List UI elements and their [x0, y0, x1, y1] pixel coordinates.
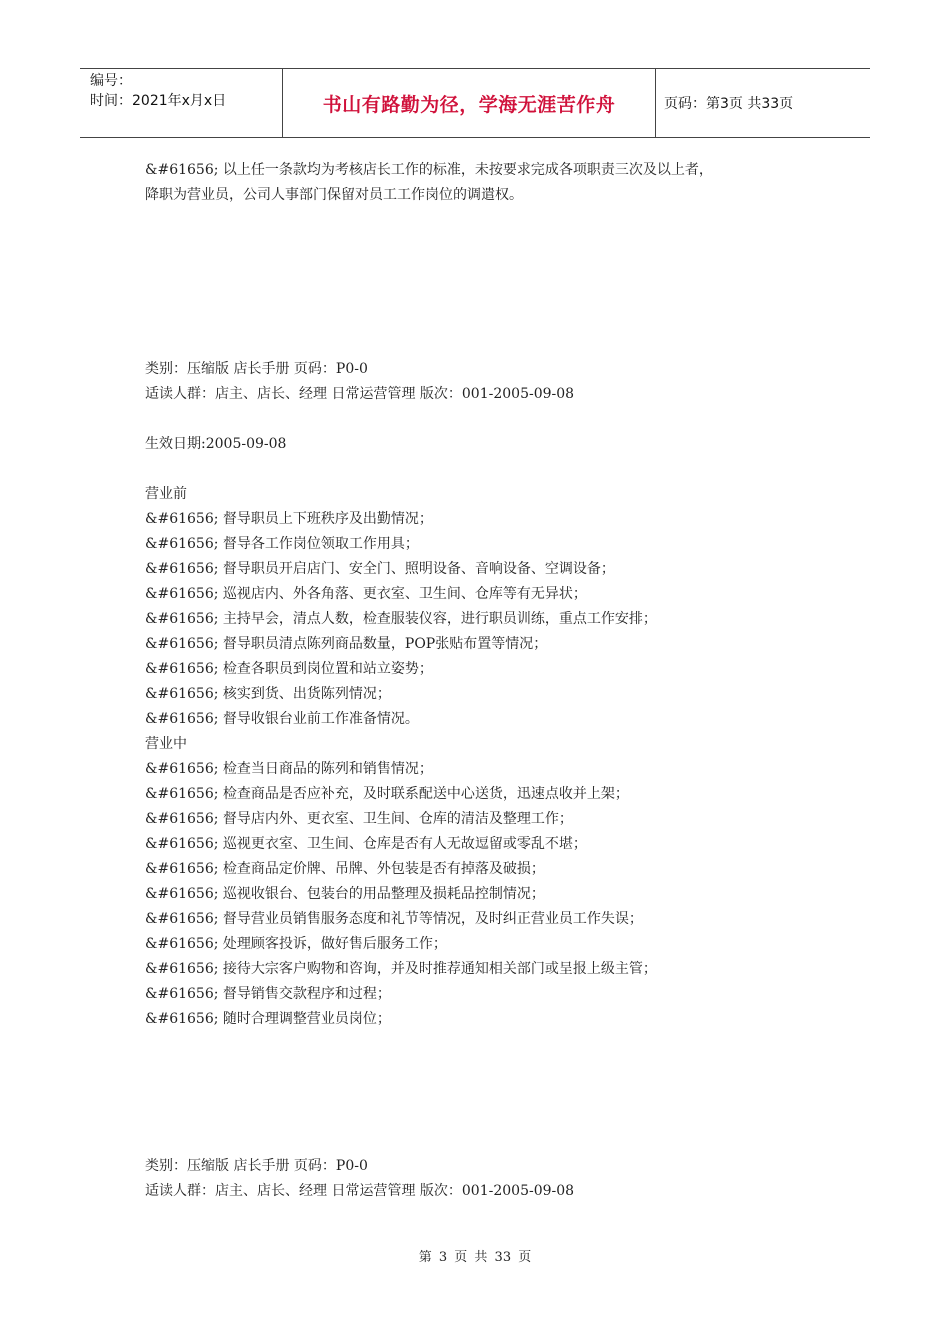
number-label: 编号：	[90, 73, 132, 89]
list-item: &#61656; 接待大宗客户购物和咨询，并及时推荐通知相关部门或呈报上级主管；	[145, 961, 657, 977]
list-item: &#61656; 督导职员开启店门、安全门、照明设备、音响设备、空调设备；	[145, 561, 615, 577]
meta-audience-line: 适读人群：店主、店长、经理 日常运营管理 版次：001-2005-09-08	[145, 386, 575, 402]
motto: 书山有路勤为径，学海无涯苦作舟	[322, 93, 616, 116]
list-item: &#61656; 巡视店内、外各角落、更衣室、卫生间、仓库等有无异状；	[145, 586, 587, 602]
list-item: &#61656; 主持早会，清点人数，检查服装仪容，进行职员训练，重点工作安排；	[145, 611, 657, 627]
list-item: &#61656; 检查商品是否应补充，及时联系配送中心送货，迅速点收并上架；	[145, 786, 629, 802]
page-info: 页码：第3页 共33页	[664, 96, 794, 112]
list-item: &#61656; 随时合理调整营业员岗位；	[145, 1011, 391, 1027]
list-item: &#61656; 检查商品定价牌、吊牌、外包装是否有掉落及破损；	[145, 861, 545, 877]
meta-audience-line: 适读人群：店主、店长、经理 日常运营管理 版次：001-2005-09-08	[145, 1183, 575, 1199]
meta-category-line: 类别：压缩版 店长手册 页码：P0-0	[145, 361, 368, 377]
meta-category-line: 类别：压缩版 店长手册 页码：P0-0	[145, 1158, 368, 1174]
meta-block-2	[145, 1154, 825, 1204]
intro-paragraph	[145, 158, 825, 208]
intro-line: 降职为营业员，公司人事部门保留对员工工作岗位的调遣权。	[145, 187, 523, 203]
page-footer: 第 3 页 共 33 页	[418, 1250, 532, 1265]
intro-line: &#61656; 以上任一条款均为考核店长工作的标准，未按要求完成各项职责三次及以上者，	[145, 162, 713, 178]
list-item: &#61656; 检查当日商品的陈列和销售情况；	[145, 761, 433, 777]
header-motto-cell	[283, 69, 656, 137]
main-content	[145, 432, 825, 1032]
list-item: &#61656; 检查各职员到岗位置和站立姿势；	[145, 661, 433, 677]
list-item: &#61656; 巡视更衣室、卫生间、仓库是否有人无故逗留或零乱不堪；	[145, 836, 587, 852]
page-header	[80, 68, 870, 138]
time-label: 时间：2021年x月x日	[90, 93, 227, 109]
list-item: &#61656; 督导店内外、更衣室、卫生间、仓库的清洁及整理工作；	[145, 811, 573, 827]
list-item: &#61656; 处理顾客投诉，做好售后服务工作；	[145, 936, 447, 952]
list-item: &#61656; 督导职员清点陈列商品数量，POP张贴布置等情况；	[145, 636, 548, 652]
list-item: &#61656; 核实到货、出货陈列情况；	[145, 686, 391, 702]
list-item: &#61656; 督导各工作岗位领取工作用具；	[145, 536, 419, 552]
list-item: &#61656; 巡视收银台、包装台的用品整理及损耗品控制情况；	[145, 886, 545, 902]
header-meta-cell	[80, 69, 283, 137]
list-item: &#61656; 督导职员上下班秩序及出勤情况；	[145, 511, 433, 527]
section-heading-before: 营业前	[145, 486, 187, 502]
meta-block-1	[145, 357, 825, 407]
section-heading-during: 营业中	[145, 736, 187, 752]
list-item: &#61656; 督导收银台业前工作准备情况。	[145, 711, 419, 727]
effective-date: 生效日期:2005-09-08	[145, 436, 287, 452]
header-page-cell	[656, 69, 870, 137]
list-item: &#61656; 督导销售交款程序和过程；	[145, 986, 391, 1002]
list-item: &#61656; 督导营业员销售服务态度和礼节等情况，及时纠正营业员工作失误；	[145, 911, 643, 927]
